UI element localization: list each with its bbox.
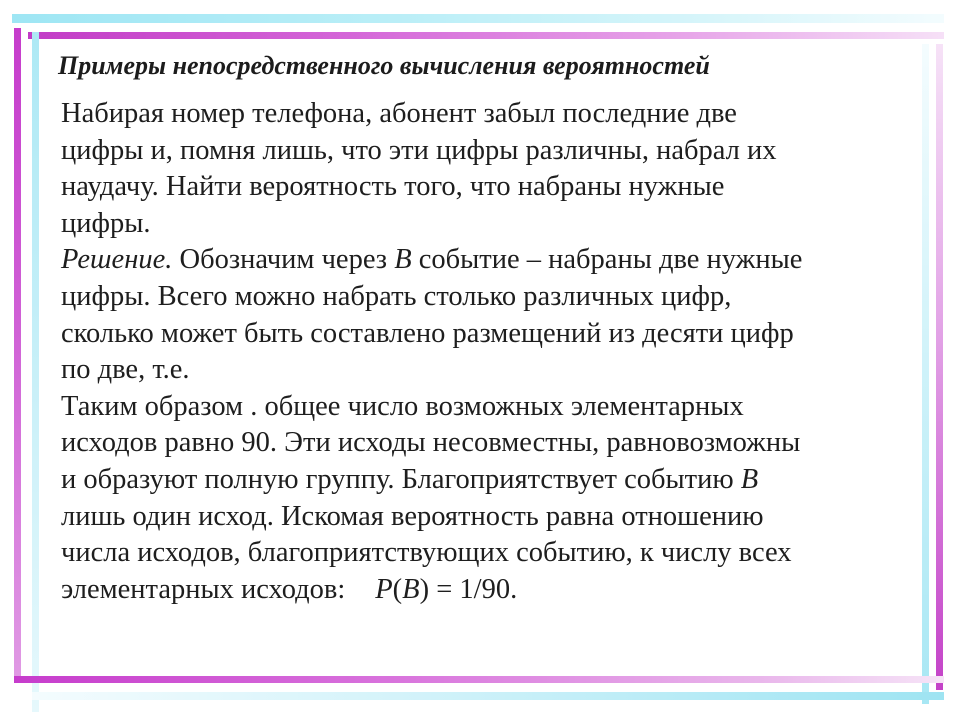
text-fragment: элементарных исходов:: [61, 573, 346, 605]
formula-p: P: [375, 573, 393, 605]
text-line: цифры.: [61, 207, 151, 239]
text-line: [61, 462, 911, 499]
formula-rest: ) = 1/90.: [419, 573, 518, 605]
text-fragment: Обозначим через: [172, 244, 395, 276]
text-line: числа исходов, благоприятствующих событию, к числу всех: [61, 537, 792, 569]
slide-title: Примеры непосредственного вычисления вероятностей: [58, 51, 710, 80]
frame-bar-top-cyan: [12, 14, 944, 23]
text-line: наудачу. Найти вероятность того, что набраны нужные: [61, 171, 725, 203]
frame-bar-left-cyan: [32, 32, 39, 712]
text-line: сколько может быть составлено размещений из десяти цифр: [61, 317, 794, 349]
text-line: Набирая номер телефона, абонент забыл последние две: [61, 98, 737, 129]
text-line: цифры и, помня лишь, что эти цифры различны, набрал их: [61, 134, 777, 166]
text-line: исходов равно 90. Эти исходы несовместны, равновозможны: [61, 427, 801, 459]
text-line: цифры. Всего можно набрать столько различных цифр,: [61, 280, 732, 312]
text-fragment: событие – набраны две нужные: [411, 244, 803, 276]
formula-line: [61, 572, 911, 609]
probability-formula: [375, 574, 517, 605]
text-line: Таким образом . общее число возможных элементарных: [61, 390, 744, 422]
event-variable: B: [740, 463, 759, 495]
frame-bar-right-cyan: [922, 44, 929, 704]
solution-line: [61, 242, 911, 279]
frame-bar-bottom-magenta: [14, 676, 944, 683]
solution-label: Решение.: [61, 244, 173, 276]
formula-open: (: [392, 573, 403, 605]
frame-bar-bottom-cyan: [32, 692, 944, 700]
frame-bar-left-magenta: [14, 28, 21, 680]
formula-var: B: [402, 573, 420, 605]
slide-body: [61, 96, 911, 608]
text-line: по две, т.е.: [61, 354, 190, 386]
text-line: лишь один исход. Искомая вероятность равна отношению: [61, 500, 764, 532]
text-fragment: и образуют полную группу. Благоприятствует событию: [61, 463, 741, 495]
frame-bar-top-magenta: [28, 32, 944, 39]
frame-bar-right-magenta: [936, 44, 943, 690]
event-variable: B: [394, 244, 412, 276]
